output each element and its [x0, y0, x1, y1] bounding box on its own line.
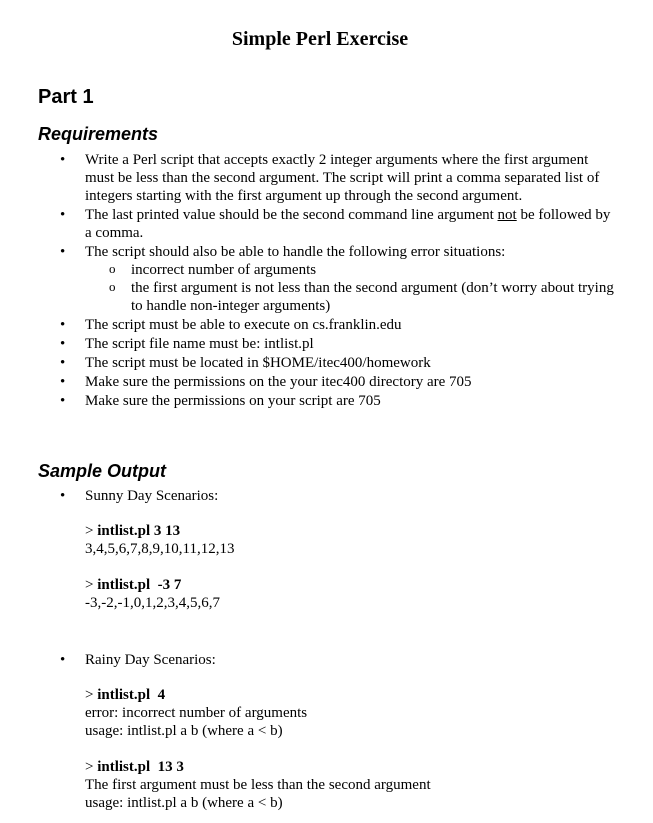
rainy-example-1-error: error: incorrect number of arguments — [85, 705, 308, 721]
rainy-example-2-command — [85, 758, 184, 776]
rainy-example-1-usage: usage: intlist.pl a b (where a < b) — [85, 723, 283, 739]
list-item — [0, 243, 620, 315]
requirement-text: Make sure the permissions on the your itec400 directory are 705 — [85, 374, 472, 390]
part-heading: Part 1 — [38, 86, 94, 108]
sub-list-item — [85, 261, 620, 279]
list-item — [0, 151, 620, 205]
requirement-text: Write a Perl script that accepts exactly 2 integer arguments where the first argument must be less than the second argument. The script will print a comma separated list of integers starting with the first argument up through the second argument. — [85, 152, 600, 204]
command-text: intlist.pl 4 — [97, 687, 166, 703]
prompt-text: > — [85, 523, 98, 539]
requirement-text: The script should also be able to handle the following error situations: — [85, 244, 506, 260]
command-text: intlist.pl 13 3 — [97, 759, 184, 775]
sunny-example-1-output: 3,4,5,6,7,8,9,10,11,12,13 — [85, 541, 235, 557]
requirement-text: be followed by a comma. — [85, 207, 611, 241]
underlined-text: not — [497, 207, 517, 223]
requirement-text: The last printed value should be the second command line argument — [85, 207, 498, 223]
sub-item-text: incorrect number of arguments — [131, 262, 317, 278]
command-text: intlist.pl -3 7 — [97, 577, 182, 593]
command-text: intlist.pl 3 13 — [97, 523, 181, 539]
prompt-text: > — [85, 687, 98, 703]
sunny-example-2-command — [85, 576, 181, 594]
requirements-heading: Requirements — [38, 124, 159, 144]
requirements-list — [0, 151, 620, 411]
requirement-text: The script file name must be: intlist.pl — [85, 336, 314, 352]
error-situations-list — [85, 261, 620, 315]
list-item — [0, 373, 620, 391]
prompt-text: > — [85, 577, 98, 593]
rainy-example-2-usage: usage: intlist.pl a b (where a < b) — [85, 795, 283, 811]
list-item — [0, 335, 620, 353]
bullet-icon: • — [60, 652, 66, 668]
sunny-example-1-command — [85, 522, 180, 540]
list-item — [0, 354, 620, 372]
rainy-label: Rainy Day Scenarios: — [85, 652, 216, 668]
document-title: Simple Perl Exercise — [231, 28, 409, 50]
sunny-label: Sunny Day Scenarios: — [85, 488, 219, 504]
prompt-text: > — [85, 759, 98, 775]
list-item — [0, 392, 620, 410]
list-item — [0, 316, 620, 334]
bullet-icon: • — [60, 488, 66, 504]
sub-list-item — [85, 279, 620, 315]
sub-item-text: the first argument is not less than the second argument (don’t worry about trying to handle non-integer arguments) — [131, 280, 614, 314]
requirement-text: The script must be able to execute on cs.franklin.edu — [85, 317, 402, 333]
rainy-example-2-error: The first argument must be less than the second argument — [85, 777, 431, 793]
sunny-example-2-output: -3,-2,-1,0,1,2,3,4,5,6,7 — [85, 595, 220, 611]
list-item — [0, 206, 620, 242]
requirement-text: Make sure the permissions on your script are 705 — [85, 393, 381, 409]
sample-output-heading: Sample Output — [38, 461, 167, 481]
rainy-example-1-command — [85, 686, 165, 704]
requirement-text: The script must be located in $HOME/itec400/homework — [85, 355, 431, 371]
